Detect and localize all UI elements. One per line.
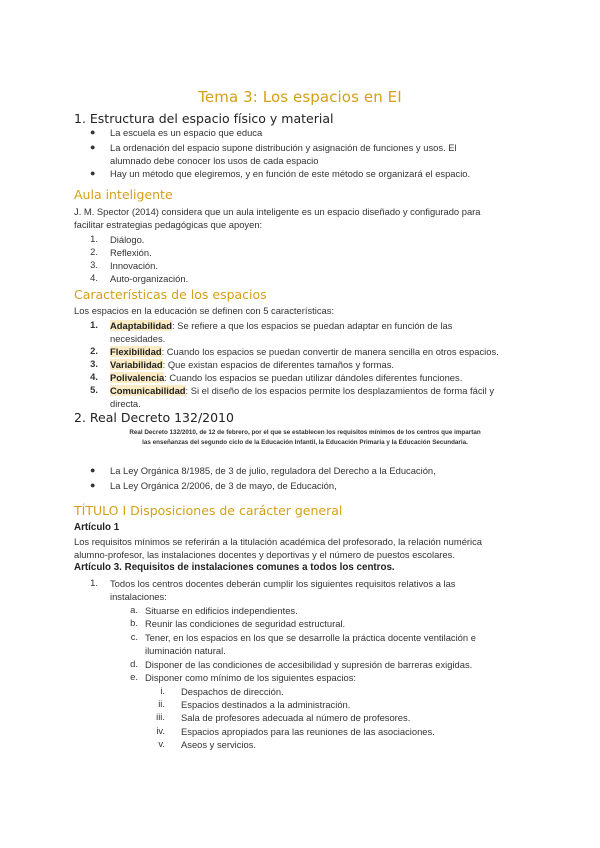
space-list-item: Despachos de dirección. [181,686,284,697]
sub-list-item: Disponer de las condiciones de accesibilidad y supresión de barreras exigidas. [145,659,473,670]
list-number: 2. [90,246,98,257]
list-item: La ordenación del espacio supone distribución y asignación de funciones y usos. El [110,142,457,153]
list-number: 3. [90,259,98,270]
list-roman: v. [158,738,165,749]
term-description: : Que existan espacios de diferentes tamaños y formas. [162,359,394,370]
list-item: Hay un método que elegiremos, y en función de este método se organizará el espacio. [110,168,471,179]
term-description: : Se refiere a que los espacios se puedan adaptar en función de las [171,320,453,331]
space-list-item: Sala de profesores adecuada al número de profesores. [181,712,411,723]
titulo-heading: TÍTULO I Disposiciones de carácter general [74,503,343,518]
decree-text-line: Real Decreto 132/2010, de 12 de febrero, por el que se establecen los requisitos mínimos de los centros que impartan [129,429,481,436]
article-3-heading: Artículo 3. Requisitos de instalaciones comunes a todos los centros. [74,562,395,573]
list-number: 4. [90,272,98,283]
bullet-icon: ● [90,142,96,152]
highlighted-term: Adaptabilidad [110,320,172,331]
article-1-heading: Artículo 1 [74,522,120,533]
sub-list-item: Tener, en los espacios en los que se desarrolle la práctica docente ventilación e [145,632,476,643]
highlighted-term: Flexibilidad [110,346,162,357]
sub-list-item: Situarse en edificios independientes. [145,605,298,616]
term-description: : Cuando los espacios se puedan utilizar dándoles diferentes funciones. [164,372,463,383]
list-roman: i. [160,685,165,696]
list-item: Innovación. [110,260,158,271]
aula-heading: Aula inteligente [74,187,173,202]
list-item-continuation: instalaciones: [110,591,167,602]
section-1-heading: 1. Estructura del espacio físico y material [74,111,334,126]
space-list-item: Espacios destinados a la administración. [181,699,351,710]
list-item [110,384,494,397]
list-number: 3. [90,358,98,369]
list-item-continuation: alumnado debe conocer los usos de cada espacio [110,155,319,166]
list-roman: iv. [156,725,165,736]
list-roman: iii. [156,711,165,722]
space-list-item: Espacios apropiados para las reuniones de las asociaciones. [181,726,435,737]
article-1-text-line: alumno-profesor, las instalaciones docentes y deportivas y el número de puestos escolares. [74,549,455,560]
bullet-icon: ● [90,168,96,178]
list-item-continuation: directa. [110,398,141,409]
list-item: La Ley Orgánica 2/2006, de 3 de mayo, de Educación, [110,480,337,491]
list-number: 4. [90,371,98,382]
sub-list-item: Reunir las condiciones de seguridad estructural. [145,618,346,629]
list-letter: e. [130,671,138,682]
term-description: : Cuando los espacios se puedan convertir de manera sencilla en otros espacios. [161,346,499,357]
list-item-continuation: necesidades. [110,333,166,344]
list-item: Todos los centros docentes deberán cumplir los siguientes requisitos relativos a las [110,578,456,589]
list-letter: c. [130,631,138,642]
list-item [110,358,394,371]
list-letter: d. [130,658,138,669]
list-number: 5. [90,384,98,395]
term-description: : Si el diseño de los espacios permite los desplazamientos de forma fácil y [185,385,495,396]
bullet-icon: ● [90,127,96,137]
aula-intro-line: J. M. Spector (2014) considera que un aula inteligente es un espacio diseñado y configurado para [74,206,481,217]
caracteristicas-intro: Los espacios en la educación se definen con 5 características: [74,305,335,316]
section-2-heading: 2. Real Decreto 132/2010 [74,410,234,425]
list-number: 1. [90,233,98,244]
decree-text-line: las enseñanzas del segundo ciclo de la Educación Infantil, la Educación Primaria y la Educación Secundaria. [142,439,468,446]
list-letter: b. [130,617,138,628]
list-item: Diálogo. [110,234,145,245]
list-letter: a. [130,604,138,615]
list-item [110,371,462,384]
space-list-item: Aseos y servicios. [181,739,257,750]
sub-list-item: Disponer como mínimo de los siguientes espacios: [145,672,357,683]
list-number: 1. [90,319,98,330]
list-item [110,319,452,332]
list-item: Reflexión. [110,247,152,258]
list-item: Auto-organización. [110,273,189,284]
sub-list-item-continuation: iluminación natural. [145,645,226,656]
aula-intro-line: facilitar estrategias pedagógicas que apoyen: [74,219,263,230]
caracteristicas-heading: Características de los espacios [74,287,267,302]
list-item [110,345,499,358]
list-item: La escuela es un espacio que educa [110,127,263,138]
highlighted-term: Variabilidad [110,359,163,370]
list-number: 1. [90,577,98,588]
bullet-icon: ● [90,465,96,475]
list-roman: ii. [158,698,165,709]
list-number: 2. [90,345,98,356]
highlighted-term: Comunicabilidad [110,385,186,396]
bullet-icon: ● [90,480,96,490]
page-title: Tema 3: Los espacios en EI [198,88,402,106]
highlighted-term: Polivalencia [110,372,165,383]
list-item: La Ley Orgánica 8/1985, de 3 de julio, reguladora del Derecho a la Educación, [110,465,436,476]
article-1-text-line: Los requisitos mínimos se referirán a la titulación académica del profesorado, la relación numérica [74,536,483,547]
